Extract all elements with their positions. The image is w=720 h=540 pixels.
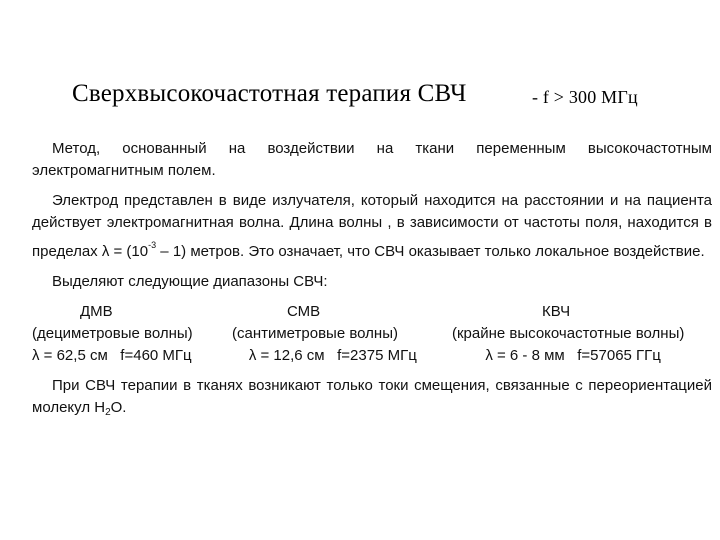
range-wavelength: λ = 6 - 8 мм	[485, 347, 565, 364]
paragraph-electrode-text-b: – 1) метров. Это означает, что СВЧ оказывает только локальное воздействие.	[156, 243, 705, 260]
slide-body	[32, 138, 712, 424]
ranges-descriptions-row	[32, 323, 712, 345]
paragraph-electrode	[32, 190, 712, 263]
paragraph-ranges-intro: Выделяют следующие диапазоны СВЧ:	[52, 273, 328, 290]
range-description: (дециметровые волны)	[32, 325, 193, 342]
range-frequency: f=2375 МГц	[337, 347, 417, 364]
ranges-names-row	[32, 301, 712, 323]
range-frequency: f=460 МГц	[120, 347, 192, 364]
paragraph-electrode-text-a: Электрод представлен в виде излучателя, который находится на расстоянии и на пациента действует электромагнитная волна. Длина волны , в зависимости от частоты поля, находится в пределах λ = (10	[32, 192, 712, 260]
range-description: (сантиметровые волны)	[232, 325, 398, 342]
subscript: 2	[105, 407, 111, 418]
ranges-values-row	[32, 345, 712, 367]
range-wavelength: λ = 62,5 см	[32, 347, 108, 364]
range-wavelength: λ = 12,6 см	[248, 347, 325, 364]
range-values	[32, 345, 249, 367]
range-name: КВЧ	[542, 303, 571, 320]
exponent: -3	[148, 240, 157, 250]
paragraph-displacement-currents	[32, 375, 712, 424]
range-name: ДМВ	[80, 303, 113, 320]
slide-title	[72, 80, 638, 108]
paragraph-method: Метод, основанный на воздействии на ткани переменным высокочастотным электромагнитным полем.	[32, 140, 712, 179]
range-name: СМВ	[287, 303, 321, 320]
paragraph-displacement-text-b: O.	[110, 399, 127, 416]
slide-title-text: Сверхвысокочастотная терапия СВЧ	[72, 80, 467, 107]
slide-subtitle: - f > 300 МГц	[532, 87, 638, 107]
range-values	[485, 345, 712, 367]
range-description: (крайне высокочастотные волны)	[452, 325, 685, 342]
range-frequency: f=57065 ГГц	[577, 347, 661, 364]
paragraph-displacement-text-a: При СВЧ терапии в тканях возникают только токи смещения, связанные с переориентацией молекул H	[32, 377, 712, 416]
range-values	[249, 345, 486, 367]
